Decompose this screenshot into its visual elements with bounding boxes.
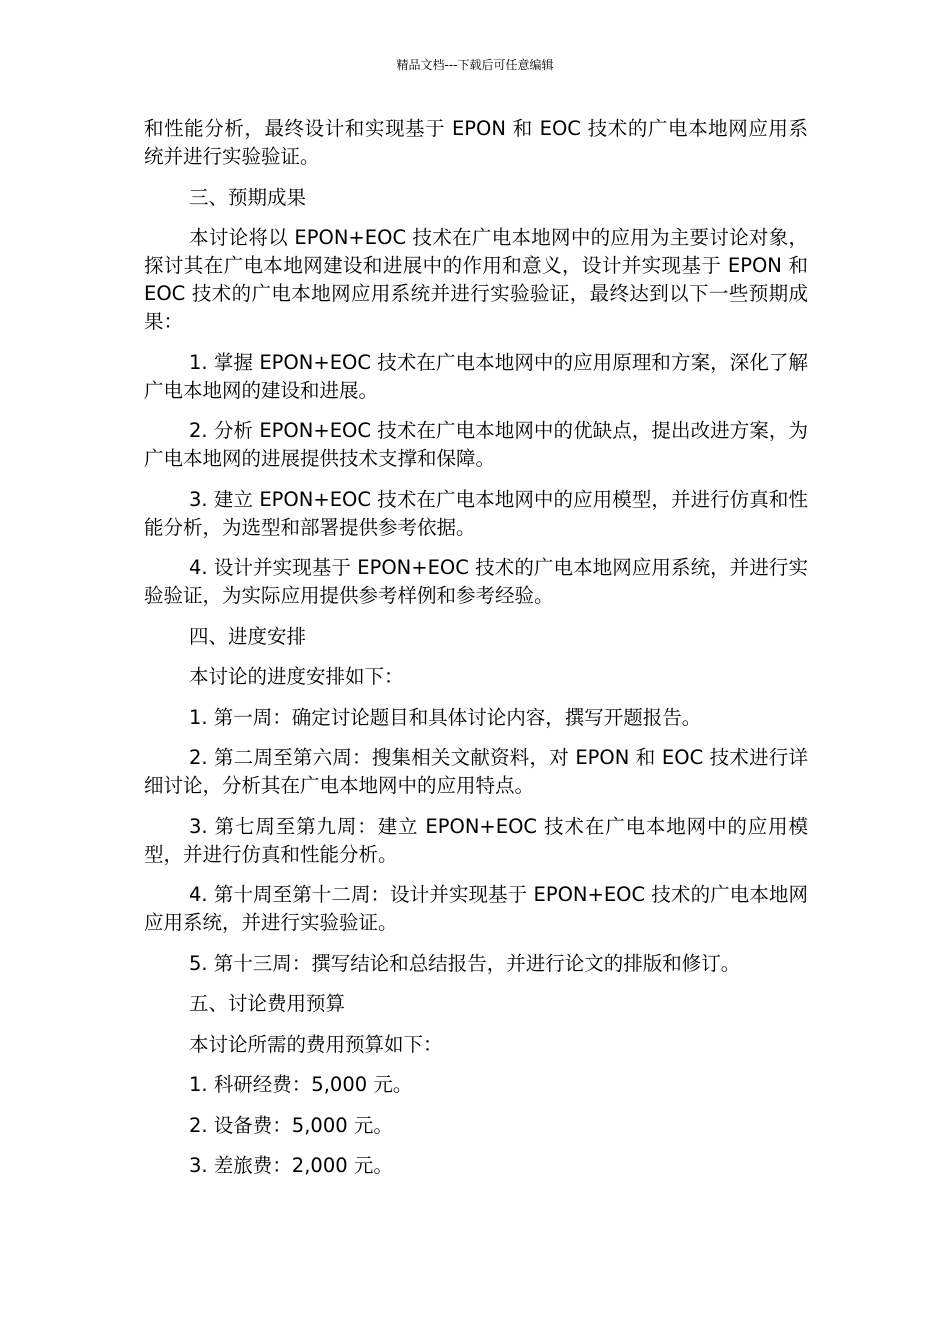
- section-heading-expected-results: 三、预期成果: [189, 185, 307, 209]
- budget-item-2: 2. 设备费：5,000 元。: [189, 1113, 393, 1137]
- budget-item-3: 3. 差旅费：2,000 元。: [189, 1154, 393, 1177]
- result-item-2: 2. 分析 EPON+EOC 技术在广电本地网中的优缺点，提出改进方案，为广电本地网的进展提供技术支撑和保障。: [144, 419, 808, 470]
- paragraph-continued-objective: 和性能分析，最终设计和实现基于 EPON 和 EOC 技术的广电本地网应用系统并进行实验验证。: [144, 117, 808, 168]
- result-item-4: 4. 设计并实现基于 EPON+EOC 技术的广电本地网应用系统，并进行实验验证，为实际应用提供参考样例和参考经验。: [144, 556, 808, 607]
- section-heading-budget: 五、讨论费用预算: [189, 992, 346, 1015]
- paragraph-results-intro: 本讨论将以 EPON+EOC 技术在广电本地网中的应用为主要讨论对象，探讨其在广电本地网建设和进展中的作用和意义，设计并实现基于 EPON 和 EOC 技术的广电本地网应用系统并进行实验验证，最终达到以下一些预期成果：: [144, 226, 808, 333]
- paragraph-schedule-intro: 本讨论的进度安排如下：: [189, 665, 404, 688]
- budget-item-1: 1. 科研经费：5,000 元。: [189, 1073, 413, 1096]
- page-header: 精品文档---下载后可任意编辑: [396, 58, 554, 72]
- section-heading-schedule: 四、进度安排: [189, 624, 307, 648]
- result-item-1: 1. 掌握 EPON+EOC 技术在广电本地网中的应用原理和方案，深化了解广电本地网的建设和进展。: [144, 350, 808, 402]
- schedule-item-1: 1. 第一周：确定讨论题目和具体讨论内容，撰写开题报告。: [189, 705, 702, 729]
- schedule-item-4: 4. 第十周至第十二周：设计并实现基于 EPON+EOC 技术的广电本地网应用系统，并进行实验验证。: [144, 883, 808, 934]
- schedule-item-3: 3. 第七周至第九周：建立 EPON+EOC 技术在广电本地网中的应用模型，并进行仿真和性能分析。: [144, 814, 808, 866]
- schedule-item-2: 2. 第二周至第六周：搜集相关文献资料，对 EPON 和 EOC 技术进行详细讨论，分析其在广电本地网中的应用特点。: [144, 746, 808, 797]
- result-item-3: 3. 建立 EPON+EOC 技术在广电本地网中的应用模型，并进行仿真和性能分析，为选型和部署提供参考依据。: [144, 487, 808, 539]
- document-body: [144, 115, 808, 1193]
- schedule-item-5: 5. 第十三周：撰写结论和总结报告，并进行论文的排版和修订。: [189, 951, 741, 975]
- paragraph-budget-intro: 本讨论所需的费用预算如下：: [189, 1032, 443, 1056]
